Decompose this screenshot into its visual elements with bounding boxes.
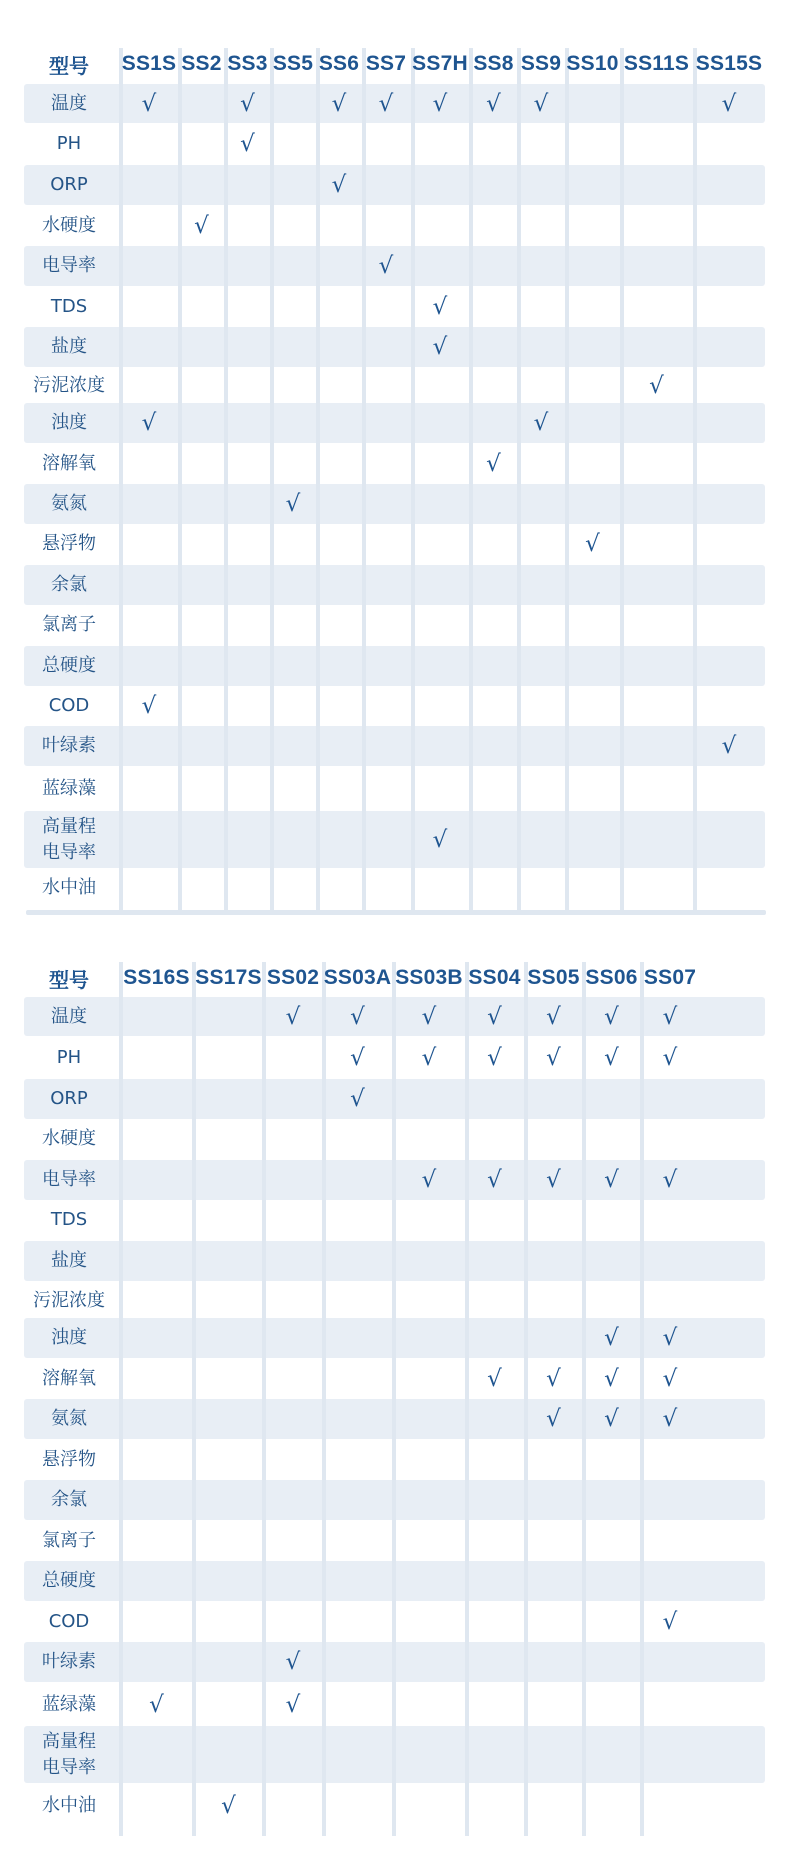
check-mark: √ [662,1609,678,1635]
row-band [24,484,765,524]
parameter-label: 蓝绿藻 [42,777,96,799]
check-mark: √ [141,410,157,436]
parameter-label: 溶解氧 [42,1368,96,1389]
check-mark: √ [285,1691,301,1718]
check-mark: √ [546,1366,561,1392]
check-mark: √ [240,90,255,117]
check-mark: √ [585,531,600,557]
parameter-label: 高量程 电导率 [42,815,96,863]
parameter-label: 盐度 [51,336,87,357]
check-mark: √ [604,1003,619,1030]
check-mark: √ [662,1366,678,1392]
model-header: SS8 [473,52,514,75]
model-header: SS6 [318,52,360,75]
parameter-label: 温度 [51,1005,87,1027]
check-mark: √ [421,1003,437,1030]
model-header: SS1S [121,52,177,75]
parameter-label: 叶绿素 [42,735,96,756]
check-mark: √ [546,1406,561,1432]
row-band [24,811,765,868]
check-mark: √ [486,90,501,117]
model-header: SS03B [395,966,463,989]
parameter-label: 水硬度 [42,1128,96,1149]
check-mark: √ [662,1406,678,1432]
model-header: SS05 [527,966,580,989]
parameter-label: 污泥浓度 [33,1289,105,1311]
parameter-label: 水中油 [42,1795,96,1816]
check-mark: √ [604,1325,619,1351]
parameter-label: 水硬度 [42,215,96,236]
table-bottom-rule [26,910,766,915]
parameter-label: 溶解氧 [42,453,96,474]
column-divider [620,48,624,912]
row-band [24,165,765,205]
parameter-label: 余氯 [51,1489,87,1510]
parameter-label: TDS [50,1209,88,1230]
check-mark: √ [141,693,157,719]
model-header: SS7H [412,52,468,75]
check-mark: √ [649,372,664,399]
check-mark: √ [350,1045,365,1071]
check-mark: √ [331,90,347,117]
parameter-label: 余氯 [51,574,87,595]
parameter-label: 总硬度 [42,655,96,676]
check-mark: √ [487,1366,502,1392]
check-mark: √ [533,90,549,117]
check-mark: √ [350,1086,365,1112]
check-mark: √ [149,1691,164,1718]
model-header: SS16S [123,966,190,989]
check-mark: √ [486,451,501,477]
parameter-label: 悬浮物 [42,1449,96,1470]
check-mark: √ [285,1649,301,1675]
check-mark: √ [721,733,737,759]
parameter-label: ORP [50,174,88,195]
parameter-label: 氯离子 [42,1530,96,1551]
model-header: SS07 [643,966,697,989]
check-mark: √ [546,1167,561,1193]
row-band [24,646,765,686]
column-divider [565,48,569,912]
model-header: SS03A [323,966,392,989]
check-mark: √ [604,1167,619,1193]
model-header: SS7 [365,52,407,75]
check-mark: √ [432,90,448,117]
model-header: SS3 [227,52,268,75]
parameter-label: PH [56,133,82,154]
check-mark: √ [432,826,448,853]
model-header: SS02 [266,966,320,989]
parameter-label: COD [48,695,90,716]
check-mark: √ [604,1406,619,1432]
check-mark: √ [378,90,394,117]
check-mark: √ [533,410,549,436]
check-mark: √ [432,294,448,320]
model-header: SS11S [623,52,690,75]
row-band [24,726,765,766]
parameter-label: 悬浮物 [42,533,96,554]
check-mark: √ [378,253,394,279]
check-mark: √ [604,1366,619,1392]
check-mark: √ [432,334,448,360]
parameter-label: 浊度 [51,412,87,433]
model-header: SS04 [468,966,521,989]
model-corner-label: 型号 [49,967,89,992]
parameter-label: 蓝绿藻 [42,1693,96,1715]
check-mark: √ [141,90,157,117]
check-mark: √ [194,213,209,239]
parameter-label: 浊度 [51,1327,87,1348]
parameter-label: 氨氮 [51,493,87,514]
column-divider [178,48,182,912]
check-mark: √ [487,1045,502,1071]
column-divider [465,962,469,1836]
column-divider [119,48,123,912]
check-mark: √ [240,131,255,157]
column-divider [270,48,274,912]
check-mark: √ [721,90,737,117]
column-divider [693,48,697,912]
model-header: SS15S [695,52,763,75]
check-mark: √ [331,172,347,198]
check-mark: √ [546,1003,561,1030]
parameter-label: 盐度 [51,1250,87,1271]
parameter-label: 总硬度 [42,1570,96,1591]
check-mark: √ [662,1325,678,1351]
check-mark: √ [662,1167,678,1193]
check-mark: √ [421,1045,437,1071]
check-mark: √ [350,1003,365,1030]
parameter-label: TDS [50,296,88,317]
model-header: SS2 [181,52,222,75]
parameter-label: 温度 [51,92,87,114]
model-header: SS17S [195,966,262,989]
model-header: SS10 [566,52,619,75]
check-mark: √ [285,1003,301,1030]
check-mark: √ [662,1003,678,1030]
parameter-label: 污泥浓度 [33,374,105,396]
parameter-label: 叶绿素 [42,1651,96,1672]
parameter-label: ORP [50,1088,88,1109]
model-header: SS9 [520,52,562,75]
parameter-label: 水中油 [42,877,96,898]
model-header: SS06 [585,966,638,989]
check-mark: √ [546,1045,561,1071]
row-band [24,327,765,367]
row-band [24,565,765,605]
parameter-label: 电导率 [42,1169,96,1190]
check-mark: √ [604,1045,619,1071]
check-mark: √ [487,1003,502,1030]
model-corner-label: 型号 [49,53,89,78]
check-mark: √ [285,491,301,517]
check-mark: √ [421,1167,437,1193]
parameter-label: PH [56,1047,82,1068]
check-mark: √ [487,1167,502,1193]
column-divider [517,48,521,912]
check-mark: √ [662,1045,678,1071]
model-header: SS5 [272,52,314,75]
column-divider [224,48,228,912]
check-mark: √ [221,1793,236,1819]
parameter-label: 氨氮 [51,1408,87,1429]
parameter-label: 高量程 电导率 [42,1730,96,1778]
parameter-label: COD [48,1611,90,1632]
column-divider [362,48,366,912]
column-divider [411,48,415,912]
parameter-label: 氯离子 [42,614,96,635]
parameter-label: 电导率 [42,255,96,276]
